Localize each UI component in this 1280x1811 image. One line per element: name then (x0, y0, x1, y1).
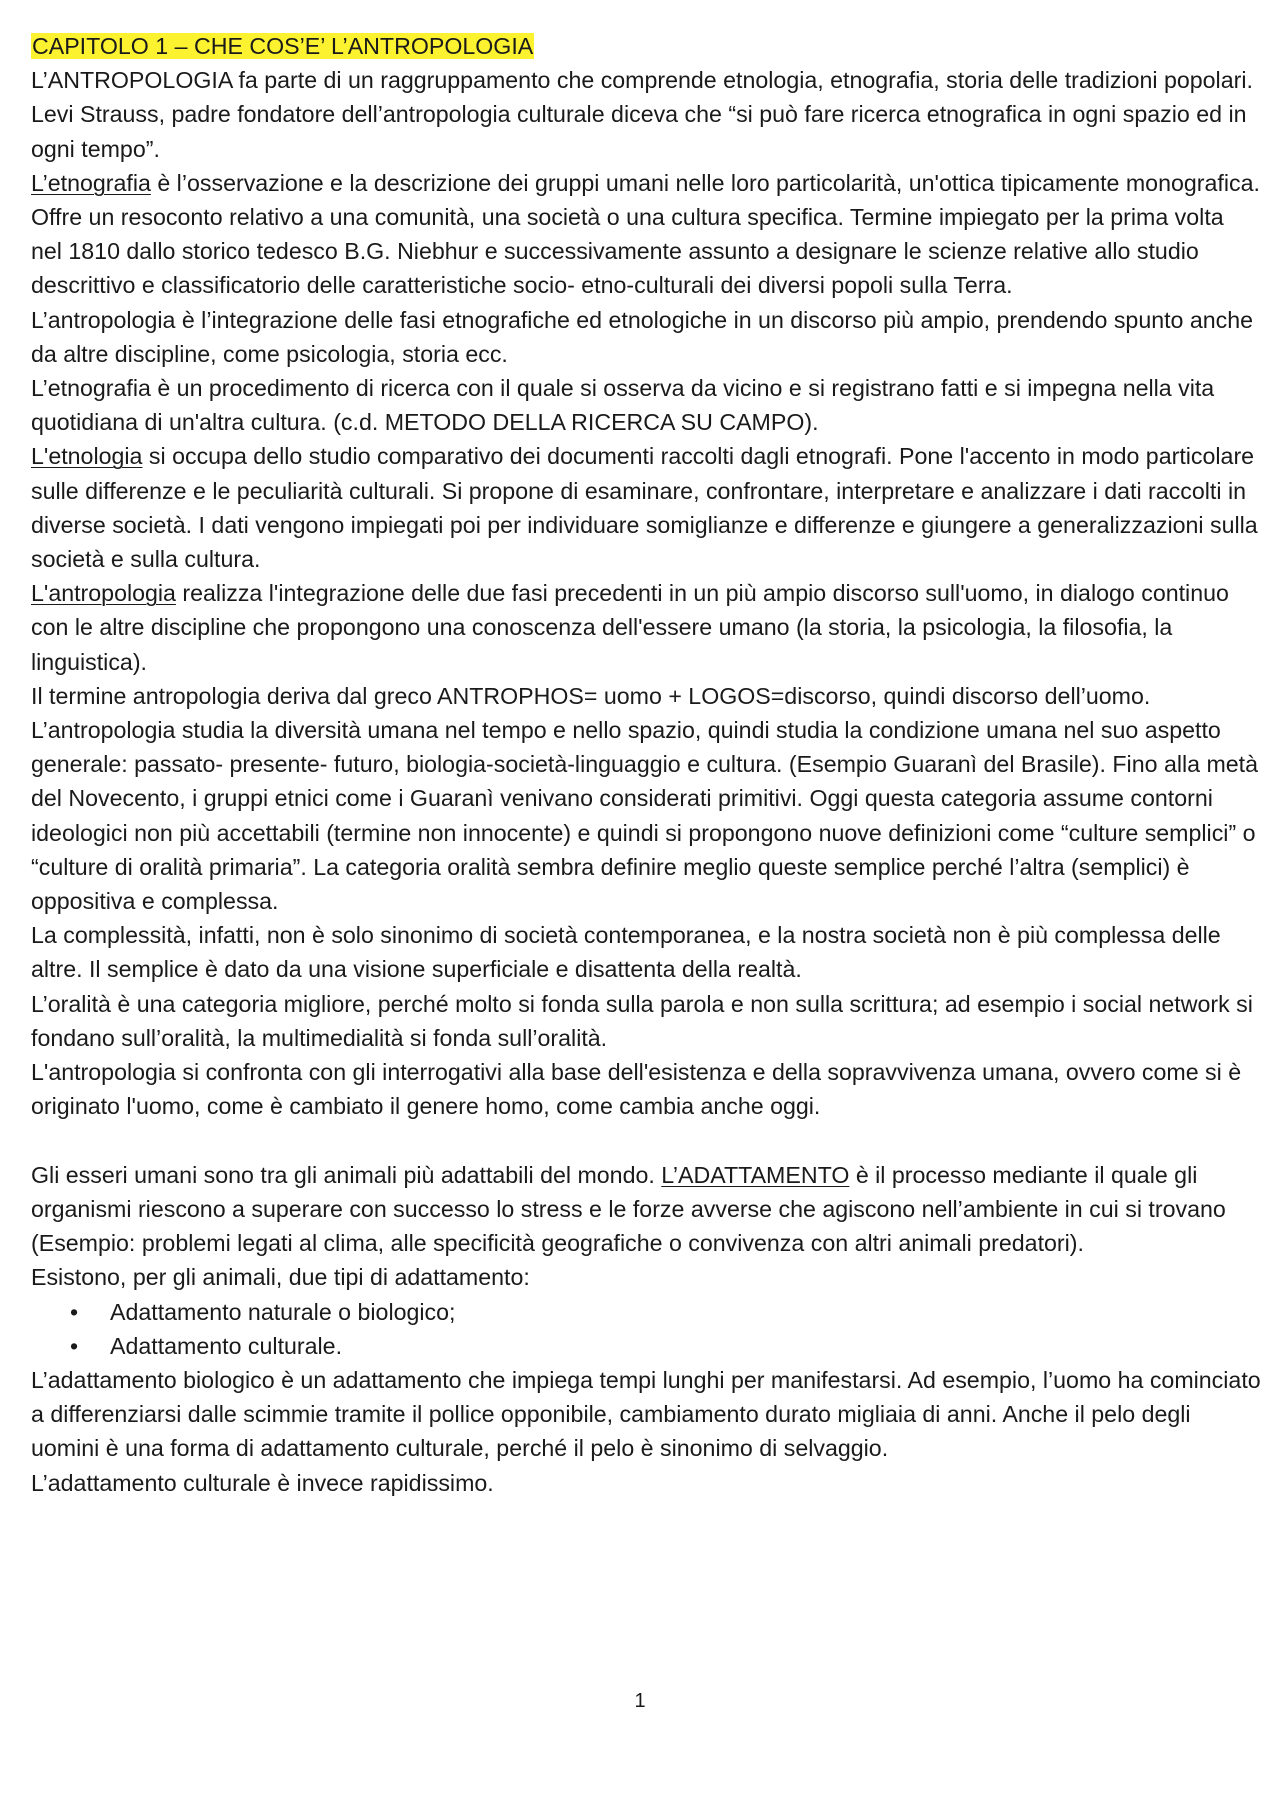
paragraph-etimologia: Il termine antropologia deriva dal greco ANTROPHOS= uomo + LOGOS=discorso, quindi discorso dell’uomo. (31, 682, 1151, 709)
page-number: 1 (634, 1690, 646, 1712)
chapter-title-highlight: CAPITOLO 1 – CHE COS’E’ L’ANTROPOLOGIA (32, 33, 534, 59)
paragraph-antropologia-integrazione: L’antropologia è l’integrazione delle fasi etnografiche ed etnologiche in un discorso più ampio, prendendo spunto anche da altre discipline, come psicologia, storia ecc. (31, 306, 1254, 367)
paragraph-diversita-umana: L’antropologia studia la diversità umana nel tempo e nello spazio, quindi studia la condizione umana nel suo aspetto generale: passato- presente- futuro, biologia-società-linguaggio e cultura. (Esempio Guaranì del Brasile). Fino alla metà del Novecento, i gruppi etnici come i Guaranì venivano considerati primitivi. Oggi questa categoria assume contorni ideologici non più accettabili (termine non innocente) e quindi si propongono nuove definizioni come “culture semplici” o “culture di oralità primaria”. La categoria oralità sembra definire meglio queste semplice perché l’altra (semplici) è oppositiva e complessa. (31, 717, 1259, 915)
list-item (31, 1329, 1261, 1363)
paragraph-adattamento-culturale: L’adattamento culturale è invece rapidissimo. (31, 1469, 494, 1496)
chapter-title (31, 29, 1261, 63)
bullet-icon: • (70, 1298, 79, 1325)
adattamento-intro-text: Gli esseri umani sono tra gli animali più adattabili del mondo. (31, 1161, 662, 1188)
paragraph-levi-strauss: Levi Strauss, padre fondatore dell’antropologia culturale diceva che “si può fare ricerca etnografica in ogni spazio ed in ogni tempo”. (31, 101, 1247, 162)
term-antropologia: L'antropologia (31, 580, 176, 607)
paragraph-antropologia-intro: L’ANTROPOLOGIA fa parte di un raggruppamento che comprende etnologia, etnografia, storia delle tradizioni popolari. (31, 67, 1253, 94)
adattamento-definition-text: è il processo mediante il quale gli organismi riescono a superare con successo lo stress e le forze avverse che agiscono nell’ambiente in cui si trovano (Esempio: problemi legati al clima, alle specificità geografiche o convivenza con altri animali predatori). (31, 1161, 1226, 1257)
document-body (31, 29, 1261, 1500)
antropologia-definition-text: realizza l'integrazione delle due fasi precedenti in un più ampio discorso sull'uomo, in dialogo continuo con le altre discipline che propongono una conoscenza dell'essere umano (la storia, la psicologia, la filosofia, la linguistica). (31, 580, 1229, 675)
term-etnologia: L'etnologia (31, 443, 143, 470)
paragraph-antropologia-definition (31, 576, 1261, 679)
adattamento-types-list (31, 1295, 1261, 1363)
paragraph-adattamento-biologico: L’adattamento biologico è un adattamento che impiega tempi lunghi per manifestarsi. Ad esempio, l’uomo ha cominciato a differenziarsi dalle scimmie tramite il pollice opponibile, cambiamento durato migliaia di anni. Anche il pelo degli uomini è una forma di adattamento culturale, perché il pelo è sinonimo di selvaggio. (31, 1366, 1261, 1462)
term-adattamento: L’ADATTAMENTO (661, 1161, 850, 1188)
paragraph-etnografia-definition (31, 166, 1261, 303)
list-item-text: Adattamento naturale o biologico; (110, 1298, 456, 1325)
term-etnografia: L’etnografia (31, 169, 151, 196)
paragraph-etnografia-procedimento: L’etnografia è un procedimento di ricerca con il quale si osserva da vicino e si registrano fatti e si impegna nella vita quotidiana di un'altra cultura. (c.d. METODO DELLA RICERCA SU CAMPO). (31, 375, 1215, 436)
list-item (31, 1295, 1261, 1329)
etnologia-definition-text: si occupa dello studio comparativo dei documenti raccolti dagli etnografi. Pone l'accento in modo particolare sulle differenze e le peculiarità culturali. Si propone di esaminare, confrontare, interpretare e analizzare i dati raccolti in diverse società. I dati vengono impiegati poi per individuare somiglianze e differenze e giungere a generalizzazioni sulla società e sulla cultura. (31, 443, 1258, 573)
paragraph-complessita: La complessità, infatti, non è solo sinonimo di società contemporanea, e la nostra società non è più complessa delle altre. Il semplice è dato da una visione superficiale e disattenta della realtà. (31, 922, 1221, 983)
paragraph-interrogativi: L'antropologia si confronta con gli interrogativi alla base dell'esistenza e della sopravvivenza umana, ovvero come si è originato l'uomo, come è cambiato il genere homo, come cambia anche oggi. (31, 1059, 1242, 1120)
etnografia-definition-text: è l’osservazione e la descrizione dei gruppi umani nelle loro particolarità, un'ottica tipicamente monografica. Offre un resoconto relativo a una comunità, una società o una cultura specifica. Termine impiegato per la prima volta nel 1810 dallo storico tedesco B.G. Niebhur e successivamente assunto a designare le scienze relative allo studio descrittivo e classificatorio delle caratteristiche socio- etno-culturali dei diversi popoli sulla Terra. (31, 169, 1260, 299)
paragraph-etnologia-definition (31, 439, 1261, 576)
paragraph-oralita: L’oralità è una categoria migliore, perché molto si fonda sulla parola e non sulla scrittura; ad esempio i social network si fondano sull’oralità, la multimedialità si fonda sull’oralità. (31, 990, 1253, 1051)
blank-line (31, 1124, 1261, 1158)
list-item-text: Adattamento culturale. (110, 1332, 343, 1359)
bullet-icon: • (70, 1332, 79, 1359)
paragraph-tipi-adattamento: Esistono, per gli animali, due tipi di adattamento: (31, 1264, 530, 1291)
paragraph-adattamento (31, 1158, 1261, 1261)
